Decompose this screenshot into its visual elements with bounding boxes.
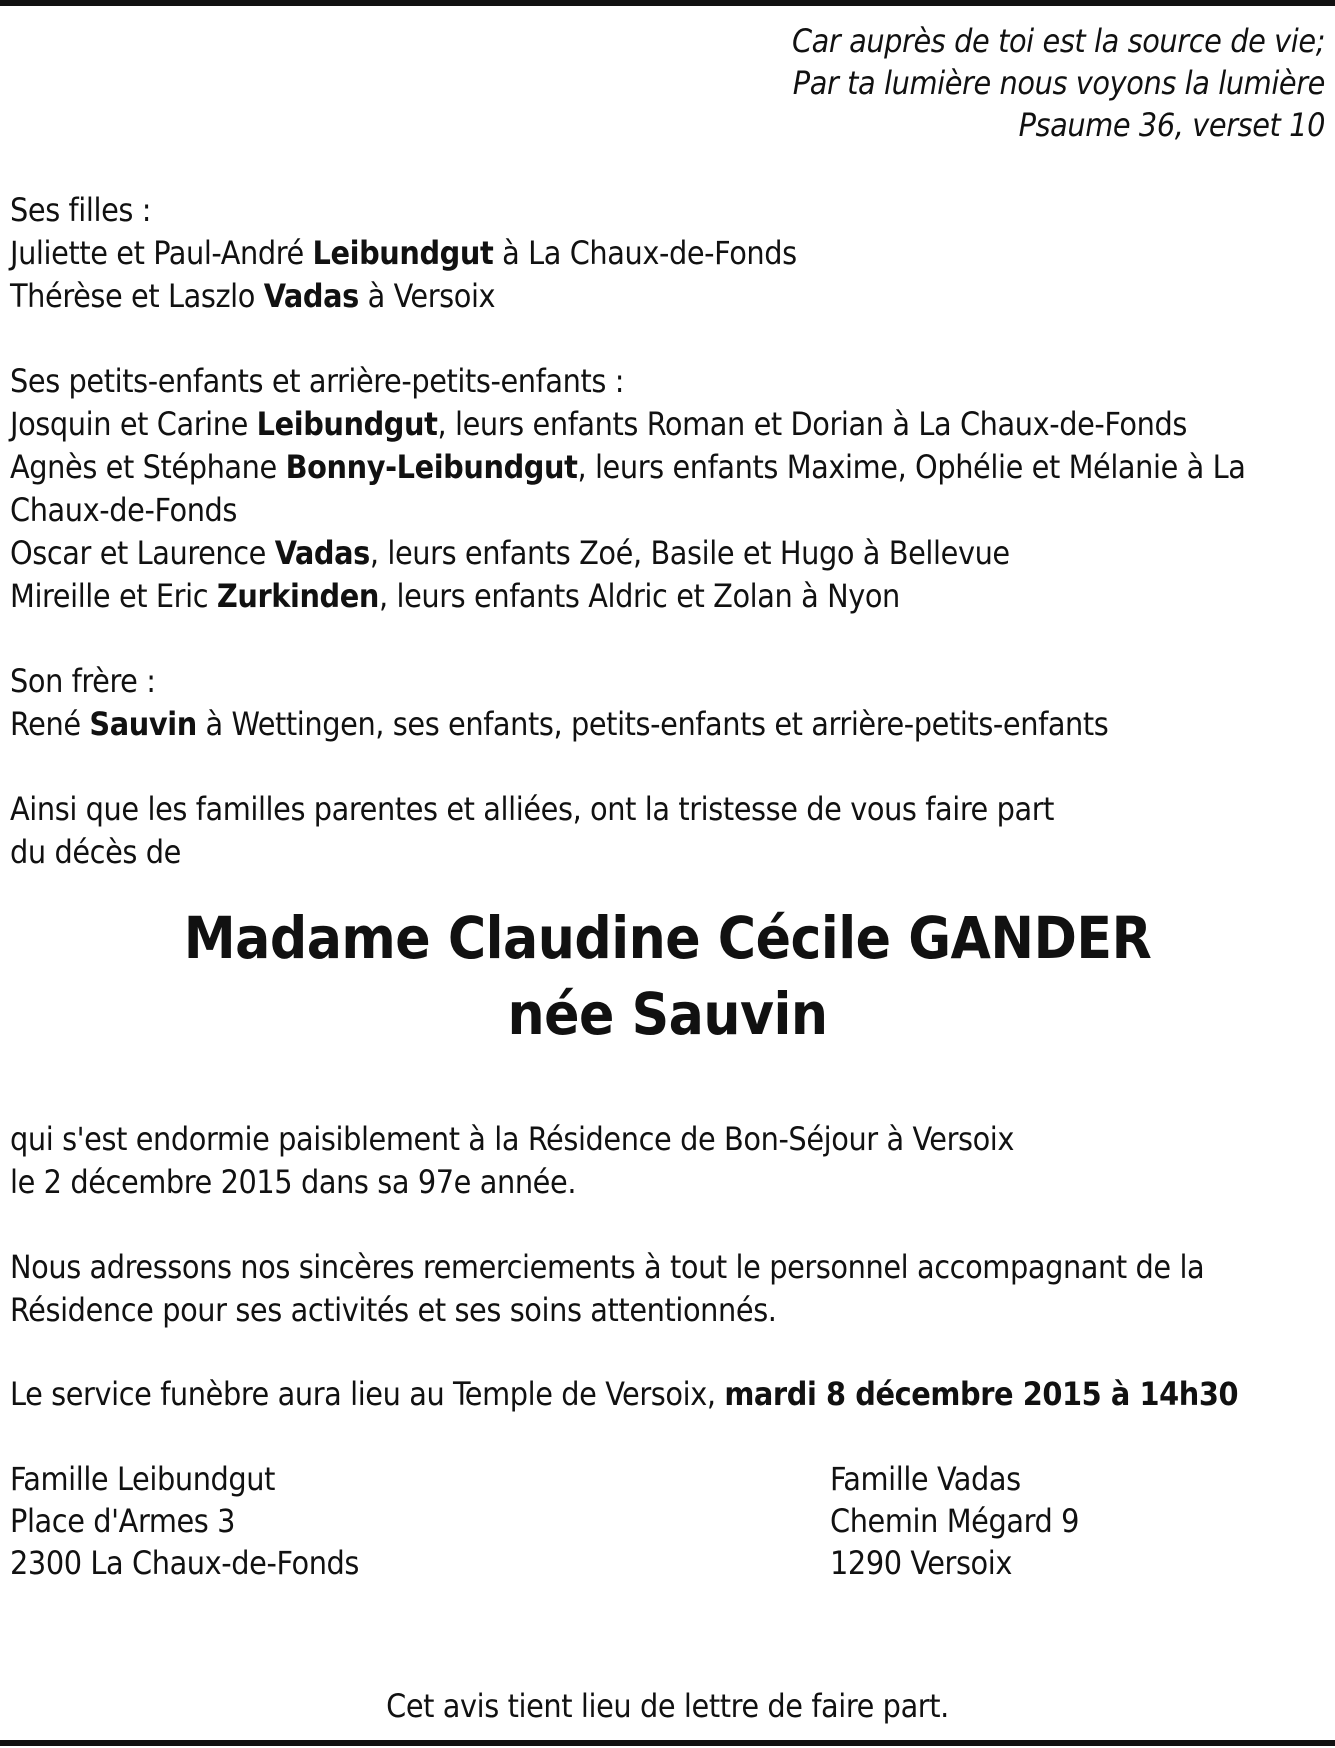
- announcement-section: [10, 788, 1054, 874]
- surname: Leibundgut: [256, 405, 438, 443]
- daughters-section: [10, 189, 797, 318]
- passing-section: [10, 1118, 1014, 1204]
- grandchildren-heading: Ses petits-enfants et arrière-petits-enfants :: [10, 362, 624, 400]
- service-text: Le service funèbre aura lieu au Temple de Versoix,: [10, 1375, 725, 1413]
- address-city: 2300 La Chaux-de-Fonds: [10, 1544, 360, 1582]
- grandchild-line: [10, 575, 1246, 618]
- verse-line-2: Par ta lumière nous voyons la lumière: [792, 64, 1325, 102]
- given-names: Mireille et Eric: [10, 577, 217, 615]
- thanks-section: [10, 1246, 1204, 1332]
- surname: Zurkinden: [216, 577, 379, 615]
- deceased-name-block: [0, 900, 1335, 1052]
- residence: , leurs enfants Aldric et Zolan à Nyon: [379, 577, 900, 615]
- surname: Vadas: [263, 277, 359, 315]
- surname: Bonny-Leibundgut: [285, 448, 578, 486]
- service-section: [10, 1373, 1238, 1416]
- residence: à Wettingen, ses enfants, petits-enfants et arrière-petits-enfants: [196, 705, 1109, 743]
- address-leibundgut: [10, 1458, 359, 1584]
- residence: à La Chaux-de-Fonds: [493, 234, 797, 272]
- verse-reference: Psaume 36, verset 10: [1018, 106, 1325, 144]
- psalm-verse: [792, 20, 1325, 146]
- passing-line-2: le 2 décembre 2015 dans sa 97e année.: [10, 1163, 577, 1201]
- footer-note: Cet avis tient lieu de lettre de faire part.: [386, 1687, 949, 1725]
- service-datetime: mardi 8 décembre 2015 à 14h30: [724, 1375, 1239, 1413]
- daughters-heading: Ses filles :: [10, 191, 152, 229]
- given-names: René: [10, 705, 90, 743]
- grandchildren-section: [10, 360, 1246, 618]
- brother-section: [10, 660, 1108, 746]
- given-names: Juliette et Paul-André: [10, 234, 313, 272]
- grandchild-line: [10, 403, 1246, 446]
- residence: à Versoix: [358, 277, 496, 315]
- address-city: 1290 Versoix: [830, 1544, 1012, 1582]
- brother-line: [10, 703, 1108, 746]
- bottom-border: [0, 1740, 1335, 1746]
- surname: Sauvin: [89, 705, 197, 743]
- deceased-name: Madame Claudine Cécile GANDER: [183, 904, 1152, 972]
- daughter-line: [10, 232, 797, 275]
- grandchild-line: [10, 532, 1246, 575]
- top-border: [0, 0, 1335, 6]
- service-line: [10, 1373, 1238, 1416]
- brother-heading: Son frère :: [10, 662, 156, 700]
- given-names: Thérèse et Laszlo: [10, 277, 264, 315]
- daughter-line: [10, 275, 797, 318]
- residence: , leurs enfants Zoé, Basile et Hugo à Bellevue: [369, 534, 1010, 572]
- given-names: Josquin et Carine: [10, 405, 257, 443]
- announcement-line-1: Ainsi que les familles parentes et alliées, ont la tristesse de vous faire part: [10, 790, 1055, 828]
- address-family: Famille Vadas: [830, 1460, 1021, 1498]
- address-street: Place d'Armes 3: [10, 1502, 236, 1540]
- grandchild-line: [10, 446, 1246, 489]
- thanks-line-1: Nous adressons nos sincères remerciements à tout le personnel accompagnant de la: [10, 1248, 1205, 1286]
- deceased-maiden-name: née Sauvin: [507, 980, 828, 1048]
- surname: Vadas: [274, 534, 370, 572]
- thanks-line-2: Résidence pour ses activités et ses soins attentionnés.: [10, 1291, 777, 1329]
- residence: , leurs enfants Roman et Dorian à La Chaux-de-Fonds: [437, 405, 1187, 443]
- residence: , leurs enfants Maxime, Ophélie et Mélanie à La: [577, 448, 1246, 486]
- address-family: Famille Leibundgut: [10, 1460, 276, 1498]
- passing-line-1: qui s'est endormie paisiblement à la Résidence de Bon-Séjour à Versoix: [10, 1120, 1015, 1158]
- surname: Leibundgut: [312, 234, 494, 272]
- address-street: Chemin Mégard 9: [830, 1502, 1080, 1540]
- verse-line-1: Car auprès de toi est la source de vie;: [791, 22, 1325, 60]
- grandchild-line-continuation: Chaux-de-Fonds: [10, 491, 238, 529]
- address-vadas: [830, 1458, 1079, 1584]
- given-names: Agnès et Stéphane: [10, 448, 286, 486]
- given-names: Oscar et Laurence: [10, 534, 275, 572]
- announcement-line-2: du décès de: [10, 833, 181, 871]
